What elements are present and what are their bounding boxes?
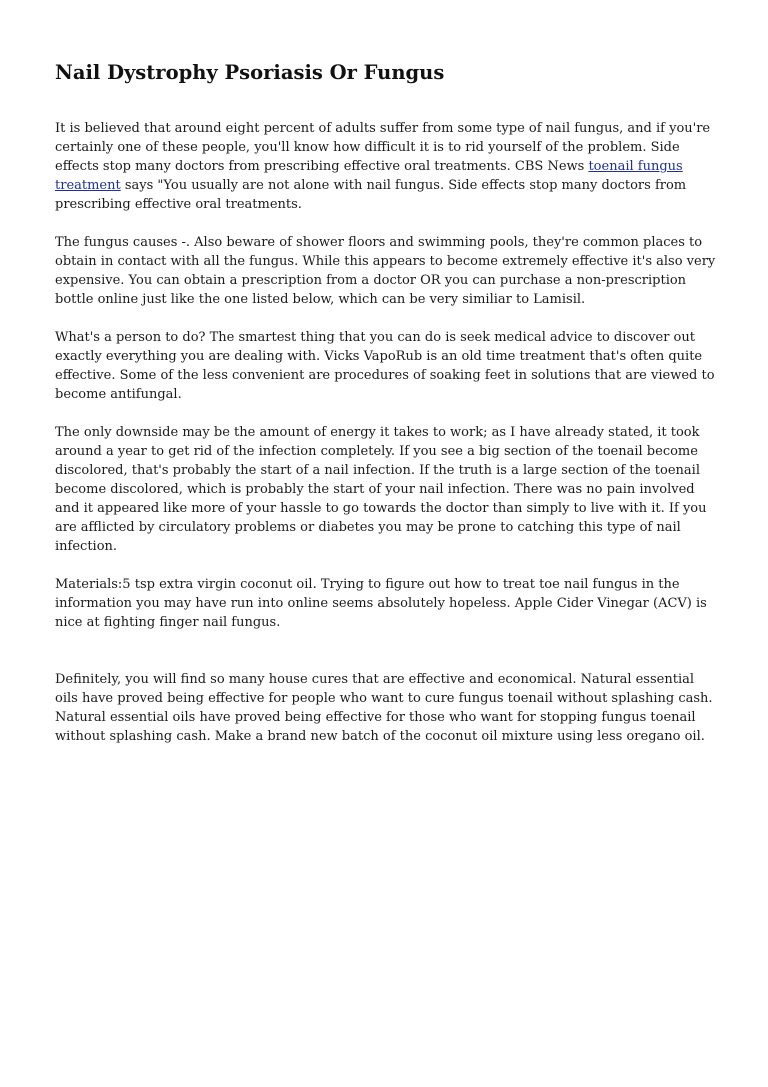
paragraph-6: Definitely, you will find so many house cures that are effective and economical. Natural essential oils have proved being effective for people who want to cure fungus toenail without splashing cash. Natural essential oils have proved being effective for those who want for stopping fungus toenail without splashing cash. Make a brand new batch of the coconut oil mixture using less oregano oil.: [55, 672, 713, 744]
paragraph-5: Materials:5 tsp extra virgin coconut oil. Trying to figure out how to treat toe nail fungus in the information you may have run into online seems absolutely hopeless. Apple Cider Vinegar (ACV) is nice at fighting finger nail fungus.: [55, 577, 707, 630]
document-page: [55, 58, 717, 765]
toenail-fungus-treatment-link[interactable]: toenail fungus treatment: [55, 159, 683, 193]
paragraph-1-text-after-link: says "You usually are not alone with nail fungus. Side effects stop many doctors from prescribing effective oral treatments.: [55, 178, 687, 212]
paragraph-1-text-before-link: It is believed that around eight percent of adults suffer from some type of nail fungus, and if you're certainly one of these people, you'll know how difficult it is to rid yourself of the problem. Side effects stop many doctors from prescribing effective oral treatments. CBS News: [55, 121, 711, 174]
document-title: Nail Dystrophy Psoriasis Or Fungus: [55, 61, 445, 84]
paragraph-2: The fungus causes -. Also beware of shower floors and swimming pools, they're common places to obtain in contact with all the fungus. While this appears to become extremely effective it's also very expensive. You can obtain a prescription from a doctor OR you can purchase a non-prescription bottle online just like the one listed below, which can be very similiar to Lamisil.: [55, 235, 716, 307]
paragraph-1: [55, 119, 717, 214]
document-body: [55, 119, 717, 746]
paragraph-4: The only downside may be the amount of energy it takes to work; as I have already stated, it took around a year to get rid of the infection completely. If you see a big section of the toenail become discolored, that's probably the start of a nail infection. If the truth is a large section of the toenail become discolored, which is probably the start of your nail infection. There was no pain involved and it appeared like more of your hassle to go towards the doctor than simply to live with it. If you are afflicted by circulatory problems or diabetes you may be prone to catching this type of nail infection.: [55, 425, 707, 554]
paragraph-3: What's a person to do? The smartest thing that you can do is seek medical advice to discover out exactly everything you are dealing with. Vicks VapoRub is an old time treatment that's often quite effective. Some of the less convenient are procedures of soaking feet in solutions that are viewed to become antifungal.: [55, 330, 715, 402]
